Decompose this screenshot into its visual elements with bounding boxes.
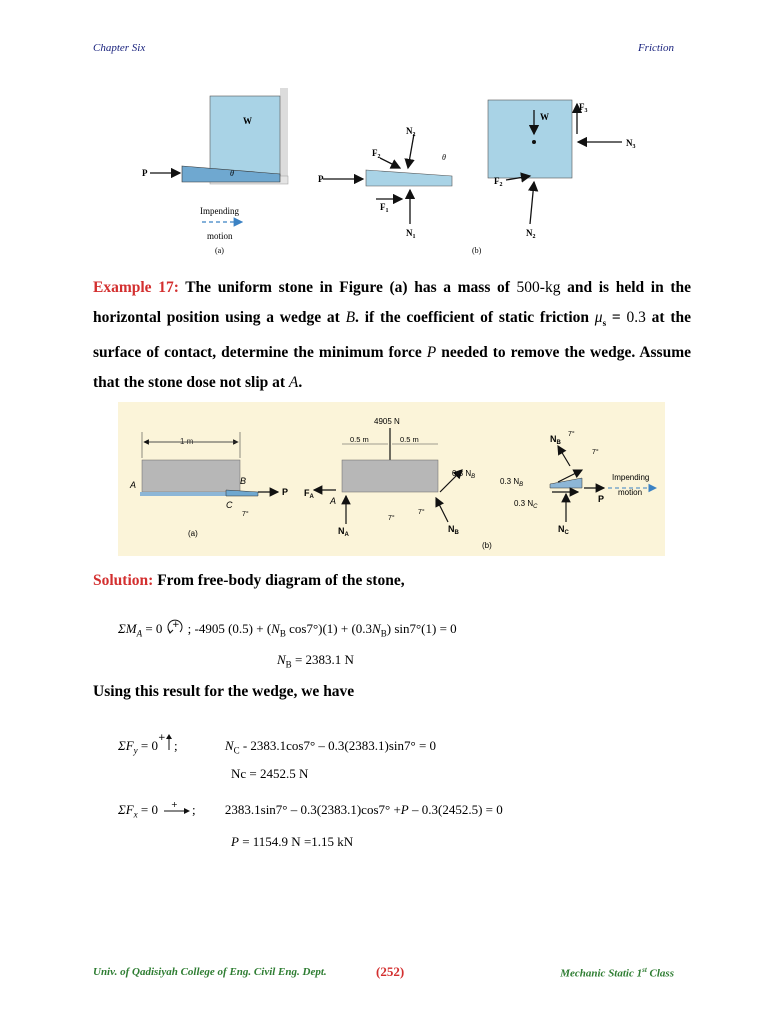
fig2b-caption: (b) [482,541,492,550]
svg-text:NB: $N_B$ [550,434,561,446]
fig2a-A: A [130,480,137,490]
fig2b-A: A [330,496,337,506]
fig2c-angle1: 7° [568,431,575,438]
fig1b-F1: F [380,202,386,212]
fig2b-NB: N [448,524,455,534]
fig2a-dim: 1 m [180,437,194,446]
fig1c-W: W [540,112,549,122]
equation-moment: $\Sigma M_A = 0$ + ; -4905 $(0.5) + (N_B$ $\cos 7^\circ)(1) + (0.3N_B) \sin 7^\circ(1) = 0$ [118,620,457,639]
equation-fy: $\Sigma F_y = 0$ + ; $N_C - 2383.1\cos 7^\circ - 0.3(2383.1)\sin 7^\circ = 0$ [118,733,437,756]
fig2c-fricNC: 0.3 N [514,499,534,508]
fig2c-angle2: 7° [592,449,599,456]
fig1c-N3: N [626,138,633,148]
figure-bottom [118,402,665,556]
fig1c-N2: N [526,228,533,238]
fig2c-P: P [598,494,605,504]
svg-text:+: + [158,733,166,743]
svg-text:N1: $N_1$ [406,228,416,240]
svg-text:NB: $N_B$ [448,524,459,536]
fig1c-F3: F [579,102,585,112]
example-label: Example 17: [93,279,179,296]
fig1b-F2: F [372,148,378,158]
fig2c-NC: N [558,524,565,534]
svg-text:F1: $F_1$ [380,202,389,214]
footer-course: Mechanic Static 1st Class [560,966,674,980]
fig1b-P: P [318,174,324,184]
svg-text:N2: $N_2$ [406,126,416,138]
figure-top-c [472,100,636,255]
fig2a-B: B [240,476,247,486]
svg-text:+: + [171,801,178,809]
footer-university: Univ. of Qadisiyah College of Eng. Civil Eng. Dept. [93,966,327,978]
svg-text:+: + [171,620,180,630]
fig1a-P: P [142,168,148,178]
fig1c-caption: (b) [472,246,482,255]
fig1b-N2: N [406,126,413,136]
fig2b-angle2: 7° [418,509,425,516]
fig2a-caption: (a) [188,529,198,538]
svg-text:N3: $N_3$ [626,138,636,150]
figure-top-a [142,88,288,255]
svg-text:N2: $N_2$ [526,228,536,240]
fig2a-angle: 7° [242,511,249,518]
solution-line: Solution: From free-body diagram of the stone, [93,572,405,589]
fig1a-motion: motion [207,231,233,241]
fig2b-FA: F [304,488,310,498]
svg-text:F3: $F_3$ [579,102,588,114]
fig1a-theta: θ [230,169,234,178]
svg-text:0.3 NB: 0.3 $N_B$ [500,477,524,488]
example-paragraph: Example 17: The uniform stone in Figure (a) has a mass of 500-kg and is held in the horizontal position using a wedge at B. if the coefficient of static friction $\mu_s = 0.3$ at the surface of contact, determine the minimum force P needed to remove the wedge. Assume that the stone dose not slip at A. [93,279,692,391]
using-line: Using this result for the wedge, we have [93,683,355,700]
fig1a-W: W [243,116,252,126]
fig2c-NB: N [550,434,557,444]
fig2b-dim1: 0.5 m [350,435,369,444]
fig1b-theta: θ [442,153,446,162]
fig2c-impending: Impending [612,473,650,482]
svg-text:NC: $N_C$ [558,524,569,536]
fig2b-dim2: 0.5 m [400,435,419,444]
figure-top [130,76,670,266]
header-chapter: Chapter Six [93,42,146,54]
fig1c-F2: F [494,176,500,186]
fig2b-NA: N [338,526,345,536]
figure-top-b [318,126,452,240]
equation-p-result: P = 1154.9 N =1.15 kN [231,834,354,849]
right-arrow-icon [162,801,192,815]
svg-text:NA: $N_A$ [338,526,349,538]
fig1b-N1: N [406,228,413,238]
ccw-arrow-icon [166,618,188,634]
svg-text:0.3 NB: 0.3 $N_B$ [452,469,476,480]
fig2a-C: C [226,500,233,510]
fig2c-fricNB: 0.3 N [500,477,520,486]
svg-text:0.3 NC: 0.3 $N_C$ [514,499,538,510]
equation-nb-result: $N_B = 2383.1$ N [277,652,354,670]
fig2b-angle1: 7° [388,515,395,522]
fig2b-load: 4905 N [374,417,400,426]
fig2b-fricNB: 0.3 N [452,469,472,478]
svg-text:F2: $F_2$ [494,176,503,188]
svg-text:FA: $F_A$ [304,488,314,500]
solution-label: Solution: [93,572,154,589]
page-number: (252) [376,964,405,979]
equation-fx: $\Sigma F_x = 0$ + ; 2383.1sin7° – 0.3(2383.1)cos7° +P – 0.3(2452.5) = 0 [118,801,503,820]
up-arrow-icon [158,732,174,750]
fig2c-motion: motion [618,488,643,497]
equation-nc-result: Nc = 2452.5 N [231,766,309,781]
svg-text:F2: $F_2$ [372,148,381,160]
fig2a-P: P [282,487,289,497]
fig1a-impending: Impending [200,206,239,216]
header-topic: Friction [637,42,674,54]
fig1a-caption: (a) [215,246,224,255]
